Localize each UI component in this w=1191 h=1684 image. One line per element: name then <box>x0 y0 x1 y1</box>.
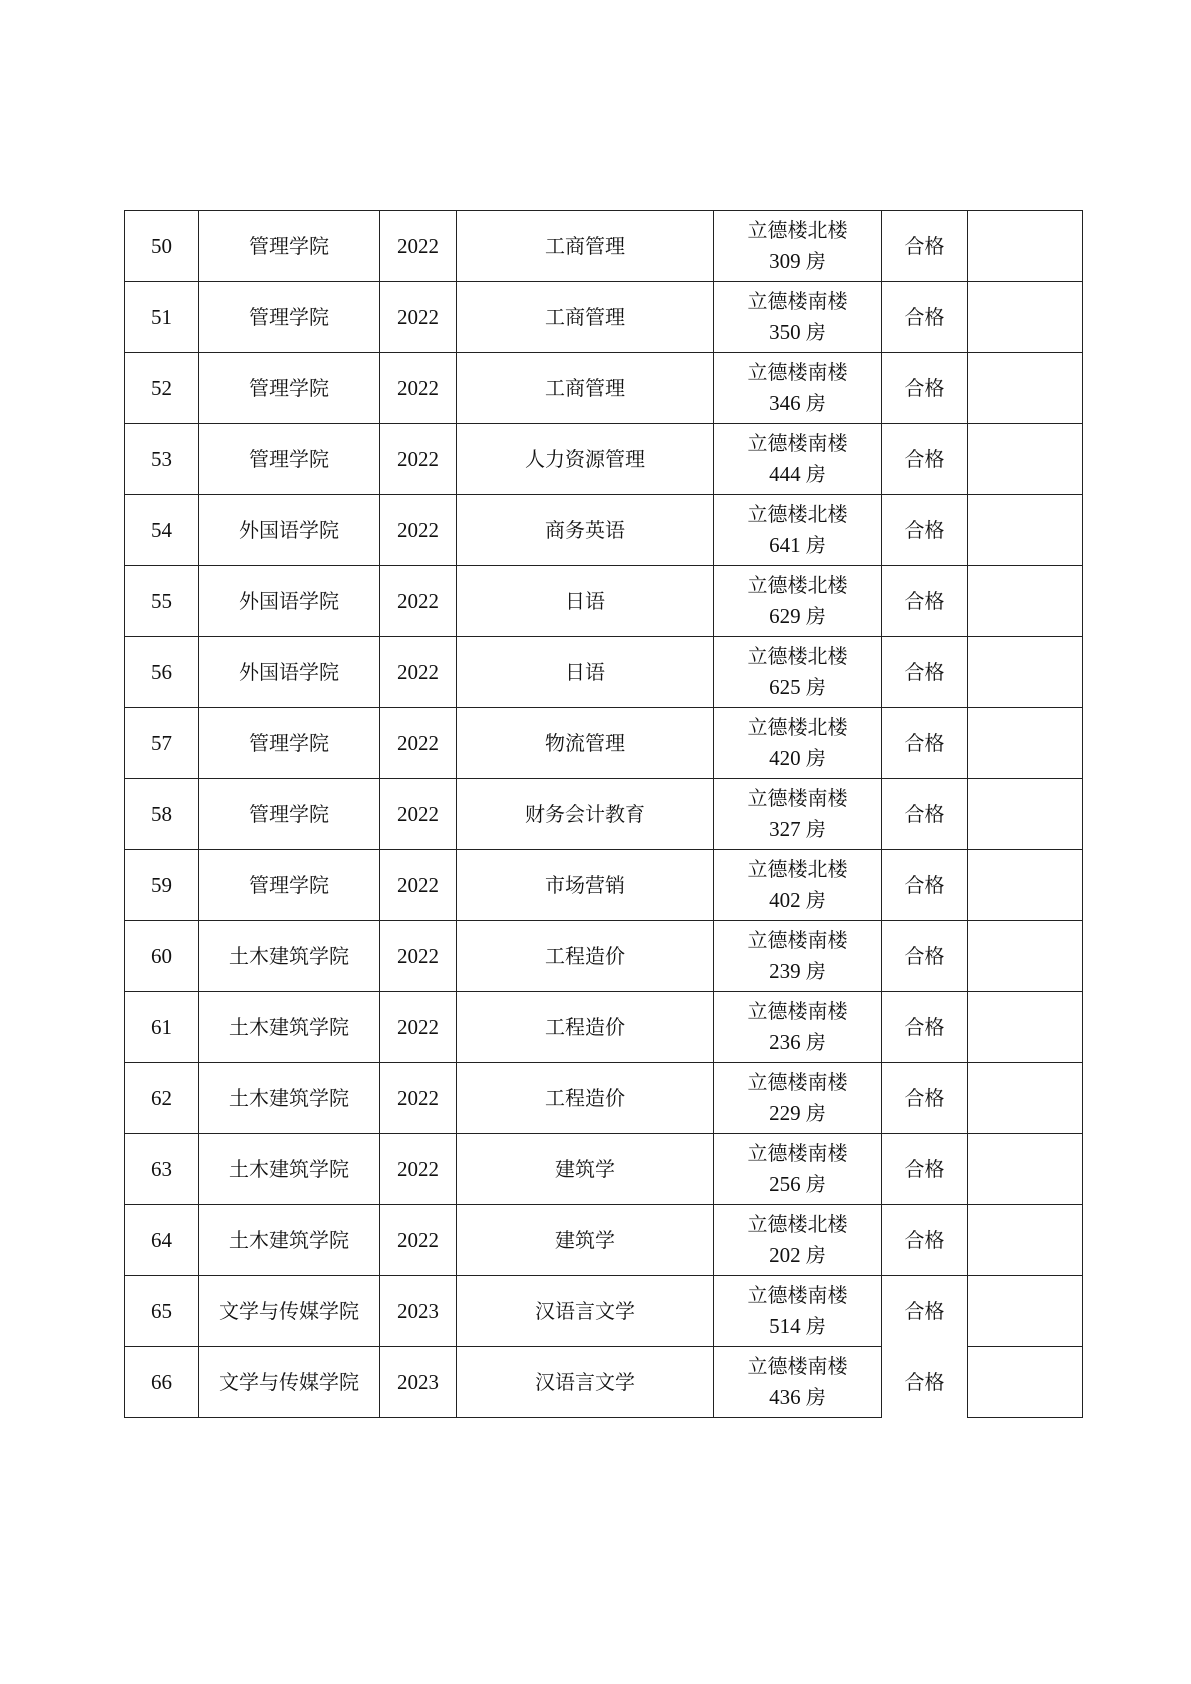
table-row <box>125 708 1083 779</box>
remarks-cell <box>968 1347 1083 1418</box>
dorm-building: 立德楼南楼 <box>747 999 848 1023</box>
remarks-cell <box>968 566 1083 637</box>
dorm-room <box>714 530 881 561</box>
table-row <box>125 566 1083 637</box>
college-cell: 外国语学院 <box>199 566 380 637</box>
table-row <box>125 282 1083 353</box>
dorm-building: 立德楼南楼 <box>747 289 848 313</box>
dorm-room-suffix: 房 <box>805 320 826 344</box>
dorm-room-suffix: 房 <box>805 1243 826 1267</box>
dorm-room <box>714 1311 881 1342</box>
dorm-room-number: 641 <box>769 533 801 557</box>
remarks-cell <box>968 424 1083 495</box>
dorm-location-cell <box>714 1205 882 1276</box>
dorm-room-suffix: 房 <box>805 888 826 912</box>
college-cell: 管理学院 <box>199 282 380 353</box>
dorm-room-suffix: 房 <box>805 959 826 983</box>
major-cell: 市场营销 <box>457 850 714 921</box>
dorm-room-suffix: 房 <box>805 817 826 841</box>
dorm-room-suffix: 房 <box>805 1385 826 1409</box>
dorm-room-suffix: 房 <box>805 533 826 557</box>
dorm-location-cell <box>714 637 882 708</box>
enrollment-year-cell: 2022 <box>380 850 457 921</box>
dorm-room-number: 236 <box>769 1030 801 1054</box>
dorm-room-number: 327 <box>769 817 801 841</box>
dorm-room-number: 420 <box>769 746 801 770</box>
dormitory-inspection-table <box>124 210 1083 1418</box>
dorm-location-cell <box>714 921 882 992</box>
dorm-room-suffix: 房 <box>805 1030 826 1054</box>
table-row <box>125 779 1083 850</box>
dorm-room-suffix: 房 <box>805 249 826 273</box>
dorm-location-cell <box>714 353 882 424</box>
row-number-cell: 66 <box>125 1347 199 1418</box>
dorm-room <box>714 1027 881 1058</box>
dorm-room <box>714 601 881 632</box>
table-row <box>125 921 1083 992</box>
inspection-result-cell: 合格 <box>882 1205 968 1276</box>
dorm-room <box>714 885 881 916</box>
remarks-cell <box>968 1063 1083 1134</box>
major-cell: 汉语言文学 <box>457 1276 714 1347</box>
dorm-room-number: 444 <box>769 462 801 486</box>
dorm-location-cell <box>714 992 882 1063</box>
row-number-cell: 56 <box>125 637 199 708</box>
dorm-room <box>714 459 881 490</box>
dorm-room-number: 256 <box>769 1172 801 1196</box>
remarks-cell <box>968 637 1083 708</box>
dorm-location-cell <box>714 282 882 353</box>
college-cell: 文学与传媒学院 <box>199 1276 380 1347</box>
dorm-location-cell <box>714 1276 882 1347</box>
major-cell: 商务英语 <box>457 495 714 566</box>
table-row <box>125 424 1083 495</box>
college-cell: 土木建筑学院 <box>199 992 380 1063</box>
dorm-room-suffix: 房 <box>805 391 826 415</box>
remarks-cell <box>968 1205 1083 1276</box>
dorm-building: 立德楼南楼 <box>747 1283 848 1307</box>
row-number-cell: 52 <box>125 353 199 424</box>
inspection-result-cell: 合格 <box>882 1347 968 1418</box>
dorm-room-number: 346 <box>769 391 801 415</box>
dorm-building: 立德楼北楼 <box>747 573 848 597</box>
dormitory-inspection-table-container <box>124 210 1082 1418</box>
table-row <box>125 1347 1083 1418</box>
dorm-room-suffix: 房 <box>805 604 826 628</box>
college-cell: 管理学院 <box>199 211 380 282</box>
dorm-location-cell <box>714 1063 882 1134</box>
college-cell: 文学与传媒学院 <box>199 1347 380 1418</box>
remarks-cell <box>968 850 1083 921</box>
table-row <box>125 211 1083 282</box>
dorm-room <box>714 1382 881 1413</box>
dorm-room-suffix: 房 <box>805 675 826 699</box>
row-number-cell: 65 <box>125 1276 199 1347</box>
dorm-room-suffix: 房 <box>805 462 826 486</box>
major-cell: 建筑学 <box>457 1205 714 1276</box>
dorm-building: 立德楼北楼 <box>747 218 848 242</box>
dorm-location-cell <box>714 566 882 637</box>
enrollment-year-cell: 2022 <box>380 424 457 495</box>
dorm-room-suffix: 房 <box>805 1101 826 1125</box>
enrollment-year-cell: 2022 <box>380 495 457 566</box>
dorm-building: 立德楼南楼 <box>747 1354 848 1378</box>
major-cell: 物流管理 <box>457 708 714 779</box>
major-cell: 工商管理 <box>457 211 714 282</box>
table-row <box>125 1276 1083 1347</box>
major-cell: 日语 <box>457 566 714 637</box>
inspection-result-cell: 合格 <box>882 1063 968 1134</box>
inspection-result-cell: 合格 <box>882 850 968 921</box>
row-number-cell: 57 <box>125 708 199 779</box>
college-cell: 管理学院 <box>199 708 380 779</box>
table-row <box>125 1134 1083 1205</box>
dorm-room-suffix: 房 <box>805 1172 826 1196</box>
college-cell: 管理学院 <box>199 424 380 495</box>
dorm-building: 立德楼北楼 <box>747 644 848 668</box>
remarks-cell <box>968 1276 1083 1347</box>
table-row <box>125 353 1083 424</box>
remarks-cell <box>968 708 1083 779</box>
remarks-cell <box>968 495 1083 566</box>
dorm-room-suffix: 房 <box>805 746 826 770</box>
inspection-result-cell: 合格 <box>882 992 968 1063</box>
row-number-cell: 63 <box>125 1134 199 1205</box>
inspection-result-cell: 合格 <box>882 779 968 850</box>
dorm-room-number: 402 <box>769 888 801 912</box>
dorm-location-cell <box>714 1347 882 1418</box>
dorm-room-suffix: 房 <box>805 1314 826 1338</box>
row-number-cell: 60 <box>125 921 199 992</box>
dorm-location-cell <box>714 424 882 495</box>
dorm-room-number: 629 <box>769 604 801 628</box>
major-cell: 日语 <box>457 637 714 708</box>
dorm-building: 立德楼北楼 <box>747 502 848 526</box>
table-row <box>125 850 1083 921</box>
college-cell: 管理学院 <box>199 353 380 424</box>
row-number-cell: 51 <box>125 282 199 353</box>
dorm-room-number: 514 <box>769 1314 801 1338</box>
dorm-location-cell <box>714 708 882 779</box>
dorm-location-cell <box>714 1134 882 1205</box>
table-row <box>125 1063 1083 1134</box>
dorm-room <box>714 1169 881 1200</box>
inspection-result-cell: 合格 <box>882 1134 968 1205</box>
dorm-location-cell <box>714 495 882 566</box>
dorm-building: 立德楼南楼 <box>747 431 848 455</box>
college-cell: 土木建筑学院 <box>199 1063 380 1134</box>
dorm-building: 立德楼北楼 <box>747 1212 848 1236</box>
enrollment-year-cell: 2022 <box>380 992 457 1063</box>
dorm-room-number: 229 <box>769 1101 801 1125</box>
dorm-building: 立德楼北楼 <box>747 857 848 881</box>
enrollment-year-cell: 2022 <box>380 708 457 779</box>
enrollment-year-cell: 2022 <box>380 637 457 708</box>
row-number-cell: 50 <box>125 211 199 282</box>
dorm-room <box>714 743 881 774</box>
dorm-room <box>714 317 881 348</box>
dorm-room-number: 239 <box>769 959 801 983</box>
row-number-cell: 61 <box>125 992 199 1063</box>
row-number-cell: 62 <box>125 1063 199 1134</box>
row-number-cell: 59 <box>125 850 199 921</box>
dorm-building: 立德楼南楼 <box>747 928 848 952</box>
inspection-result-cell: 合格 <box>882 637 968 708</box>
inspection-result-cell: 合格 <box>882 708 968 779</box>
major-cell: 人力资源管理 <box>457 424 714 495</box>
inspection-result-cell: 合格 <box>882 1276 968 1347</box>
enrollment-year-cell: 2023 <box>380 1276 457 1347</box>
inspection-result-cell: 合格 <box>882 282 968 353</box>
college-cell: 外国语学院 <box>199 495 380 566</box>
row-number-cell: 55 <box>125 566 199 637</box>
enrollment-year-cell: 2022 <box>380 1134 457 1205</box>
major-cell: 工程造价 <box>457 921 714 992</box>
enrollment-year-cell: 2022 <box>380 921 457 992</box>
dorm-room-number: 350 <box>769 320 801 344</box>
remarks-cell <box>968 1134 1083 1205</box>
row-number-cell: 64 <box>125 1205 199 1276</box>
enrollment-year-cell: 2023 <box>380 1347 457 1418</box>
major-cell: 汉语言文学 <box>457 1347 714 1418</box>
enrollment-year-cell: 2022 <box>380 282 457 353</box>
remarks-cell <box>968 282 1083 353</box>
inspection-result-cell: 合格 <box>882 566 968 637</box>
college-cell: 土木建筑学院 <box>199 1134 380 1205</box>
major-cell: 工程造价 <box>457 1063 714 1134</box>
major-cell: 工商管理 <box>457 282 714 353</box>
dorm-building: 立德楼南楼 <box>747 1141 848 1165</box>
remarks-cell <box>968 992 1083 1063</box>
inspection-result-cell: 合格 <box>882 495 968 566</box>
dorm-building: 立德楼南楼 <box>747 1070 848 1094</box>
table-body <box>125 211 1083 1418</box>
row-number-cell: 58 <box>125 779 199 850</box>
dorm-room <box>714 1098 881 1129</box>
inspection-result-cell: 合格 <box>882 211 968 282</box>
table-row <box>125 1205 1083 1276</box>
college-cell: 管理学院 <box>199 850 380 921</box>
table-row <box>125 495 1083 566</box>
enrollment-year-cell: 2022 <box>380 566 457 637</box>
major-cell: 工商管理 <box>457 353 714 424</box>
dorm-room-number: 436 <box>769 1385 801 1409</box>
dorm-location-cell <box>714 779 882 850</box>
college-cell: 管理学院 <box>199 779 380 850</box>
remarks-cell <box>968 921 1083 992</box>
table-row <box>125 637 1083 708</box>
inspection-result-cell: 合格 <box>882 424 968 495</box>
college-cell: 土木建筑学院 <box>199 1205 380 1276</box>
inspection-result-cell: 合格 <box>882 921 968 992</box>
dorm-room <box>714 246 881 277</box>
dorm-location-cell <box>714 850 882 921</box>
dorm-room <box>714 1240 881 1271</box>
row-number-cell: 53 <box>125 424 199 495</box>
dorm-room-number: 202 <box>769 1243 801 1267</box>
table-row <box>125 992 1083 1063</box>
dorm-room-number: 625 <box>769 675 801 699</box>
dorm-room <box>714 388 881 419</box>
enrollment-year-cell: 2022 <box>380 1063 457 1134</box>
enrollment-year-cell: 2022 <box>380 779 457 850</box>
row-number-cell: 54 <box>125 495 199 566</box>
remarks-cell <box>968 353 1083 424</box>
dorm-building: 立德楼南楼 <box>747 360 848 384</box>
dorm-room <box>714 814 881 845</box>
dorm-building: 立德楼北楼 <box>747 715 848 739</box>
dorm-building: 立德楼南楼 <box>747 786 848 810</box>
enrollment-year-cell: 2022 <box>380 1205 457 1276</box>
inspection-result-cell: 合格 <box>882 353 968 424</box>
remarks-cell <box>968 779 1083 850</box>
enrollment-year-cell: 2022 <box>380 211 457 282</box>
major-cell: 建筑学 <box>457 1134 714 1205</box>
enrollment-year-cell: 2022 <box>380 353 457 424</box>
dorm-room <box>714 672 881 703</box>
dorm-location-cell <box>714 211 882 282</box>
dorm-room <box>714 956 881 987</box>
dorm-room-number: 309 <box>769 249 801 273</box>
college-cell: 外国语学院 <box>199 637 380 708</box>
college-cell: 土木建筑学院 <box>199 921 380 992</box>
remarks-cell <box>968 211 1083 282</box>
major-cell: 财务会计教育 <box>457 779 714 850</box>
major-cell: 工程造价 <box>457 992 714 1063</box>
